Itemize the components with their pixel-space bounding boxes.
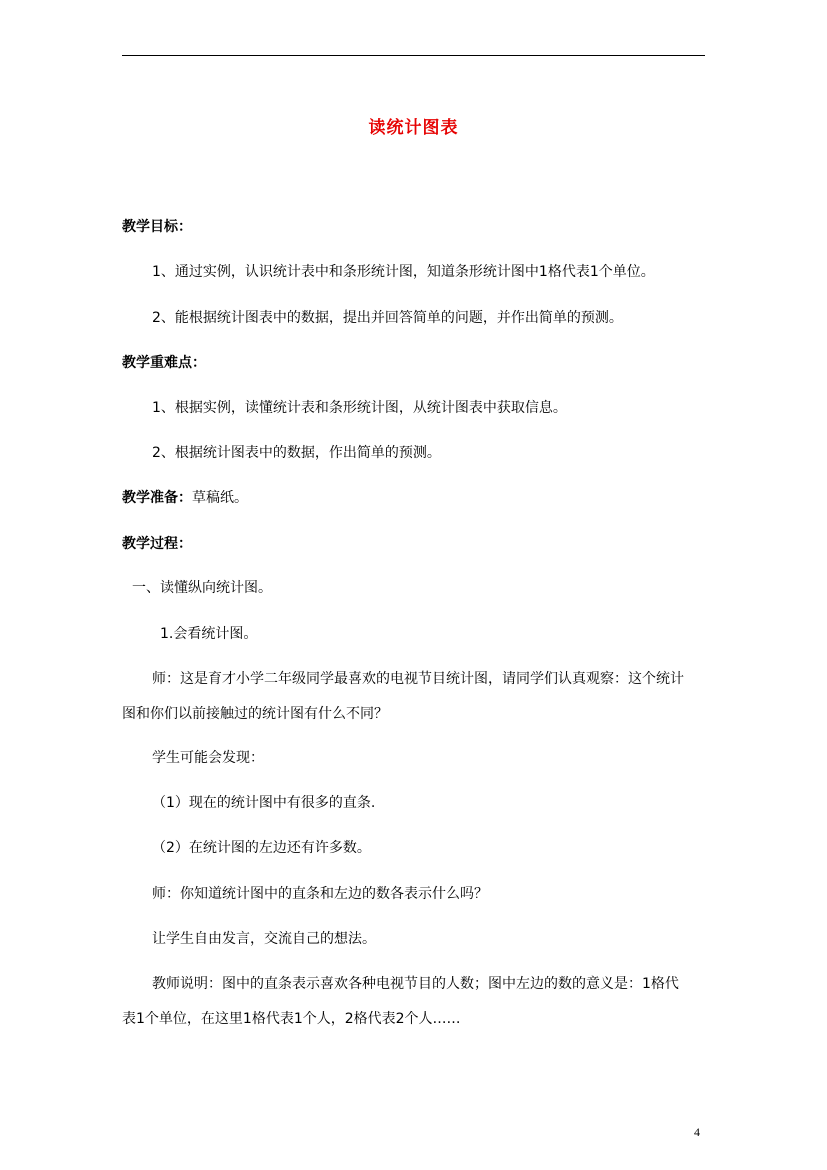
students-speak: 让学生自由发言，交流自己的想法。 xyxy=(152,931,376,947)
preparation-line xyxy=(122,488,248,508)
document-title: 读统计图表 xyxy=(368,118,459,138)
teacher-explanation-line2: 表1个单位，在这里1格代表1个人，2格代表2个人…… xyxy=(122,1011,461,1027)
finding-1: （1）现在的统计图中有很多的直条. xyxy=(152,795,376,811)
objectives-heading: 教学目标： xyxy=(122,219,192,235)
students-may-find: 学生可能会发现： xyxy=(152,750,264,766)
teacher-statement-1-line1: 师：这是育才小学二年级同学最喜欢的电视节目统计图，请同学们认真观察：这个统计 xyxy=(152,671,684,687)
process-heading: 教学过程： xyxy=(122,536,192,552)
objective-1: 1、通过实例，认识统计表中和条形统计图，知道条形统计图中1格代表1个单位。 xyxy=(152,264,655,280)
preparation-text: 草稿纸。 xyxy=(192,490,248,506)
teacher-statement-1-line2: 图和你们以前接触过的统计图有什么不同？ xyxy=(122,706,388,722)
objective-2: 2、能根据统计图表中的数据，提出并回答简单的问题，并作出简单的预测。 xyxy=(152,310,623,326)
section-1: 一、读懂纵向统计图。 xyxy=(132,580,272,596)
subsection-1: 1.会看统计图。 xyxy=(160,626,258,642)
teacher-statement-2: 师：你知道统计图中的直条和左边的数各表示什么吗？ xyxy=(152,886,488,902)
keypoint-2: 2、根据统计图表中的数据，作出简单的预测。 xyxy=(152,445,441,461)
page-number: 4 xyxy=(694,1125,700,1139)
finding-2: （2）在统计图的左边还有许多数。 xyxy=(152,840,371,856)
teacher-explanation-line1: 教师说明：图中的直条表示喜欢各种电视节目的人数；图中左边的数的意义是：1格代 xyxy=(152,976,679,992)
keypoints-heading: 教学重难点： xyxy=(122,355,206,371)
header-rule xyxy=(122,55,705,56)
keypoint-1: 1、根据实例，读懂统计表和条形统计图，从统计图表中获取信息。 xyxy=(152,400,567,416)
preparation-heading: 教学准备： xyxy=(122,490,192,506)
